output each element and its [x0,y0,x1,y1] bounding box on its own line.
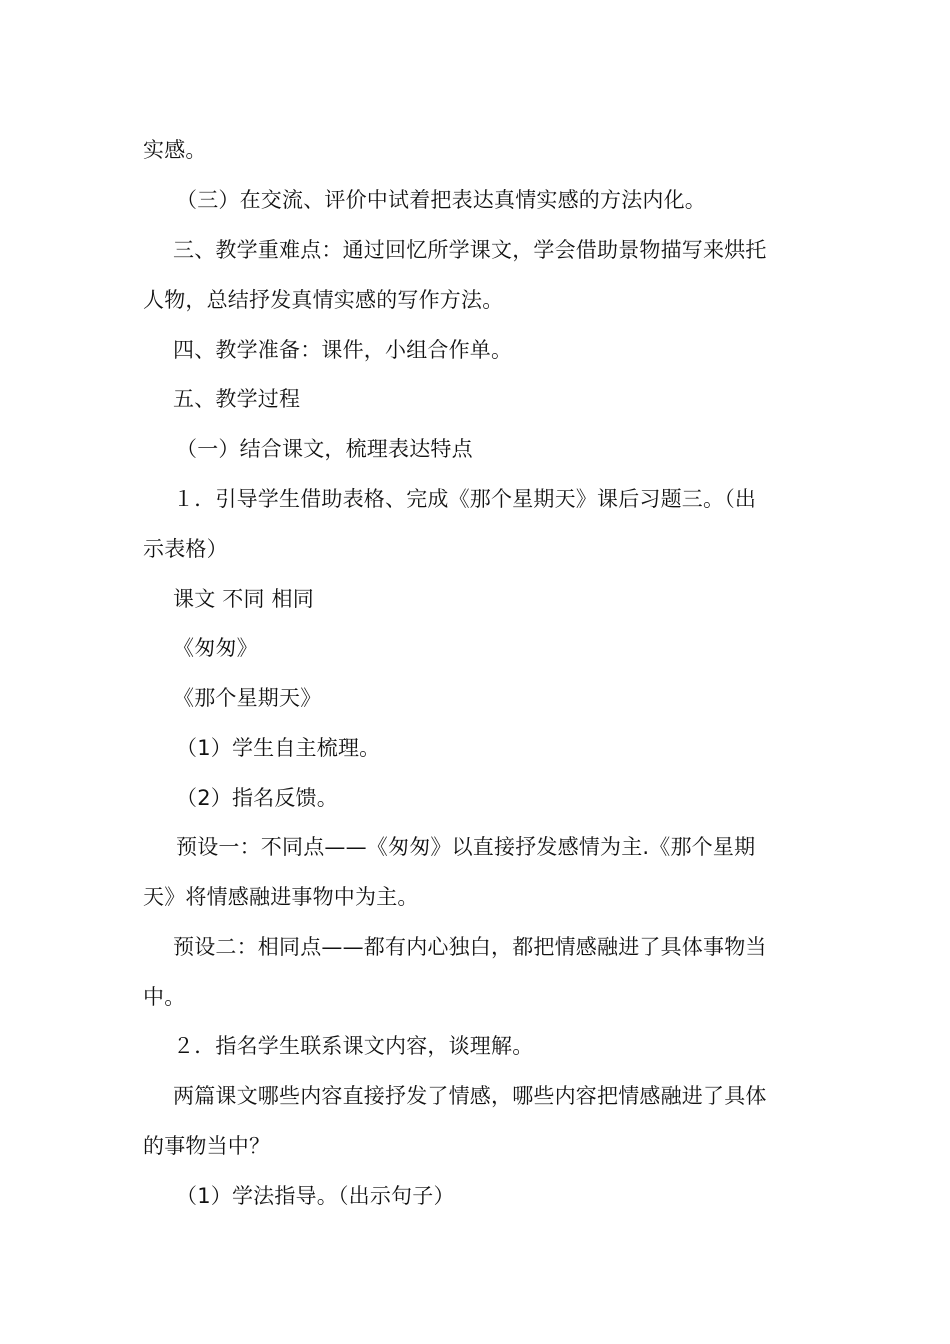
text-line-3: 三、教学重难点：通过回忆所学课文，学会借助景物描写来烘托 [173,238,767,262]
text-line-6: 五、教学过程 [173,387,301,411]
text-line-16: 天》将情感融进事物中为主。 [143,885,419,909]
text-line-5: 四、教学准备：课件，小组合作单。 [173,338,513,362]
text-line-9: 示表格） [143,537,228,561]
text-line-21: 的事物当中？ [143,1134,271,1158]
text-line-12: 《那个星期天》 [173,686,322,710]
text-line-22: （1）学法指导。（出示句子） [176,1184,455,1208]
text-line-18: 中。 [143,985,186,1009]
text-line-14: （2）指名反馈。 [176,786,338,810]
text-line-13: （1）学生自主梳理。 [176,736,381,760]
text-line-2: （三）在交流、评价中试着把表达真情实感的方法内化。 [176,188,706,212]
text-line-11: 《匆匆》 [173,636,258,660]
text-line-20: 两篇课文哪些内容直接抒发了情感，哪些内容把情感融进了具体 [173,1084,767,1108]
text-line-15: 预设一：不同点——《匆匆》以直接抒发感情为主.《那个星期 [176,835,756,859]
text-line-19: ２．指名学生联系课文内容，谈理解。 [173,1034,534,1058]
text-line-17: 预设二：相同点——都有内心独白，都把情感融进了具体事物当 [173,935,767,959]
text-line-7: （一）结合课文，梳理表达特点 [176,437,473,461]
text-line-8: １．引导学生借助表格、完成《那个星期天》课后习题三。（出 [173,487,757,511]
text-line-10: 课文 不同 相同 [173,587,314,611]
text-line-1: 实感。 [143,138,207,162]
text-line-4: 人物，总结抒发真情实感的写作方法。 [143,288,504,312]
